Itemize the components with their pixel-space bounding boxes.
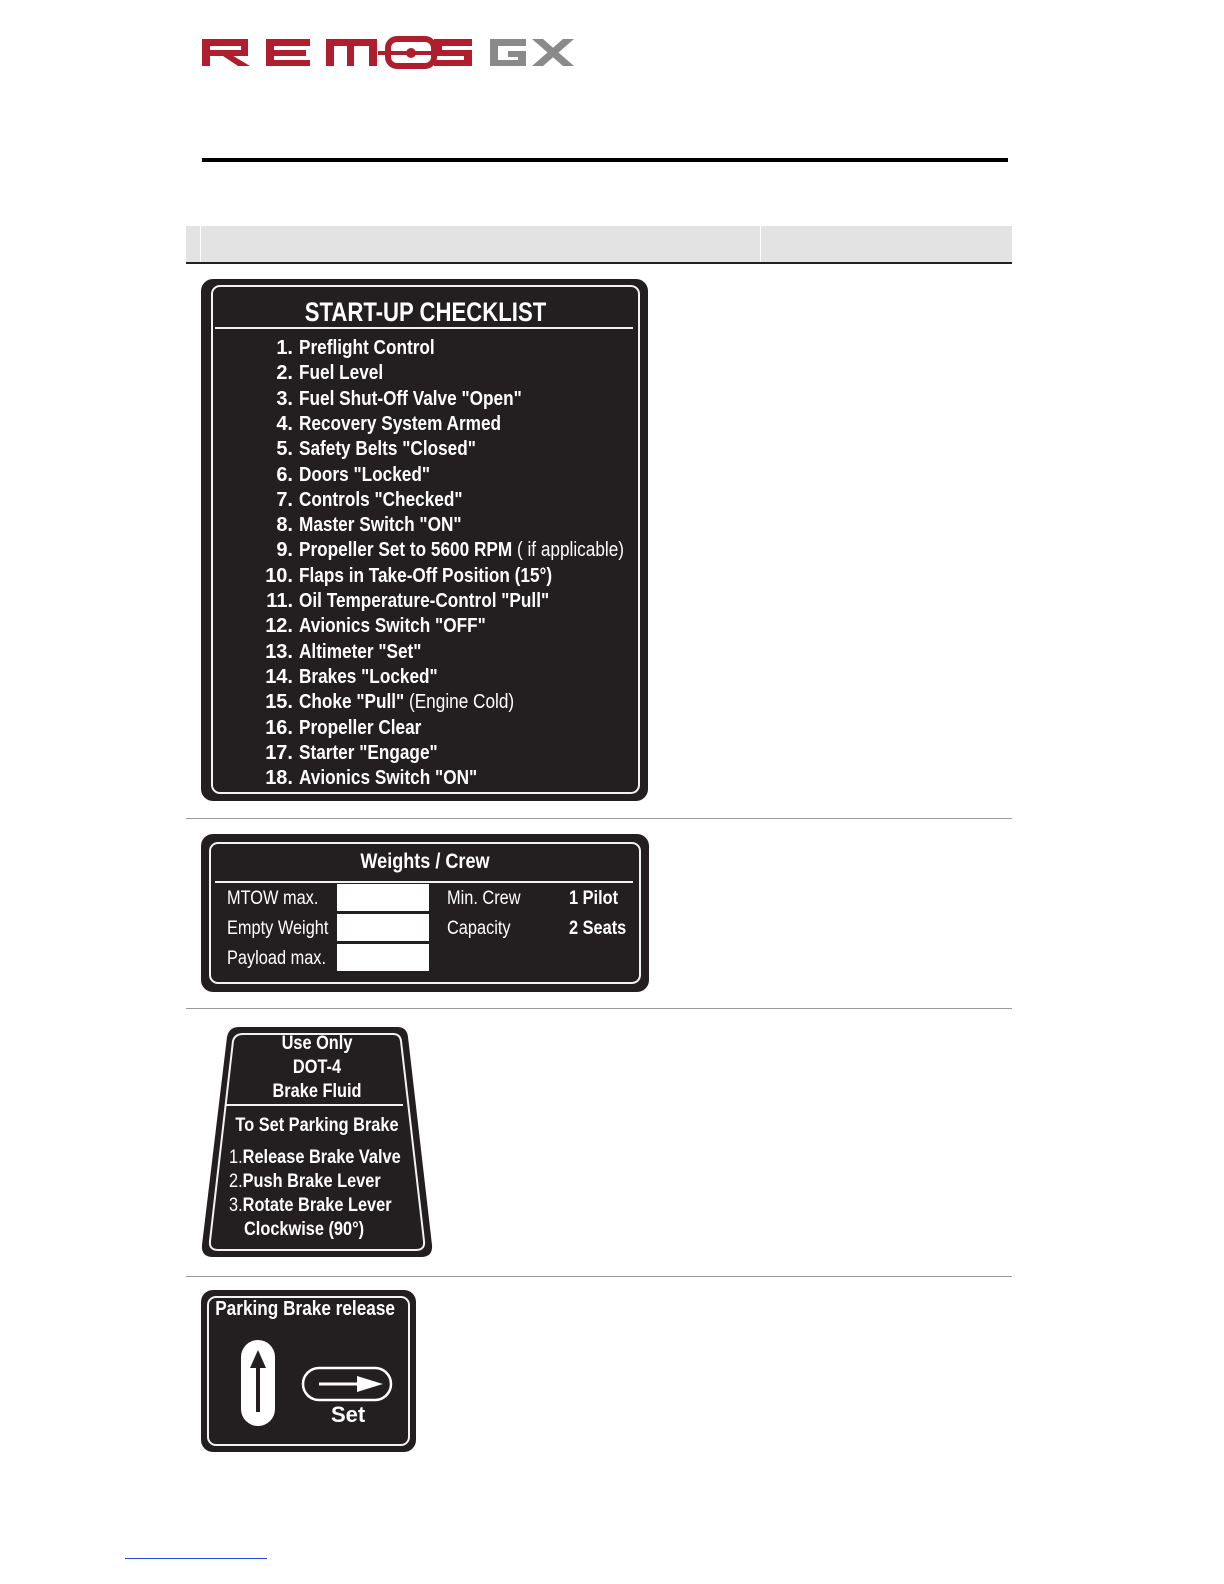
- checklist-divider: [215, 327, 633, 329]
- checklist-item-number: 4.: [276, 412, 293, 435]
- checklist-item-number: 12.: [265, 615, 293, 638]
- checklist-item-number: 5.: [276, 438, 293, 461]
- checklist-item-number: 6.: [276, 463, 293, 486]
- checklist-item-number: 1.: [276, 337, 293, 359]
- startup-checklist-placard: [201, 279, 648, 801]
- empty-weight-label: Empty Weight: [227, 918, 329, 939]
- table-header-band: [186, 226, 1012, 264]
- checklist-item-number: 14.: [265, 665, 293, 688]
- capacity-value: 2 Seats: [569, 918, 627, 939]
- checklist-item-label: Doors "Locked": [299, 463, 431, 486]
- checklist-item-label: Preflight Control: [299, 337, 435, 359]
- checklist-item-number: 15.: [265, 691, 293, 714]
- mtow-value-box: [337, 884, 429, 911]
- checklist-item-text: [299, 615, 486, 638]
- checklist-item-label: Controls "Checked": [299, 488, 463, 511]
- checklist-item-text: [299, 666, 438, 689]
- brake-fluid-placard: [201, 1025, 433, 1259]
- footer-link-underline: [125, 1558, 267, 1559]
- checklist-item-text: [299, 489, 462, 512]
- brake-line-use-only: Use Only: [281, 1033, 353, 1054]
- brake-step-3-cont: Clockwise (90°): [244, 1219, 365, 1240]
- arrow-right-icon: [301, 1366, 395, 1404]
- checklist-item-label: Safety Belts "Closed": [299, 438, 476, 461]
- brake-step-2: 2.Push Brake Lever: [229, 1171, 381, 1192]
- checklist-item-text: [299, 413, 501, 436]
- brake-line-dot4: DOT-4: [292, 1057, 342, 1078]
- checklist-item-note: (Engine Cold): [404, 691, 515, 714]
- checklist-item-text: [299, 565, 552, 588]
- checklist-item-text: [299, 388, 522, 411]
- checklist-title: START-UP CHECKLIST: [304, 297, 547, 327]
- brake-step-1: 1.Release Brake Valve: [229, 1147, 401, 1168]
- payload-label: Payload max.: [227, 948, 327, 969]
- row-separator: [186, 1008, 1012, 1009]
- checklist-item-number: 18.: [265, 767, 293, 790]
- checklist-item-text: [299, 539, 624, 562]
- checklist-item-text: [299, 641, 421, 664]
- checklist-item-label: Recovery System Armed: [299, 412, 502, 435]
- checklist-item-label: Flaps in Take-Off Position (15°): [299, 564, 553, 587]
- checklist-item-number: 2.: [276, 362, 293, 385]
- placard-border: [211, 285, 640, 794]
- checklist-item-number: 13.: [265, 640, 293, 663]
- brake-line-fluid: Brake Fluid: [272, 1081, 362, 1102]
- checklist-item-note: ( if applicable): [512, 539, 625, 562]
- checklist-item-text: [299, 464, 430, 487]
- weights-crew-placard: [201, 834, 649, 992]
- arrow-up-icon: [239, 1338, 279, 1430]
- min-crew-value: 1 Pilot: [569, 888, 619, 909]
- parking-brake-placard: [201, 1290, 416, 1452]
- header-rule: [202, 158, 1008, 162]
- parking-title: Parking Brake release: [215, 1298, 395, 1320]
- checklist-item-label: Avionics Switch "OFF": [299, 615, 486, 638]
- weights-title: Weights / Crew: [360, 850, 490, 873]
- brake-subtitle: To Set Parking Brake: [235, 1115, 399, 1136]
- weights-divider: [215, 881, 633, 883]
- checklist-item-label: Brakes "Locked": [299, 665, 438, 688]
- set-label: Set: [331, 1402, 366, 1427]
- header-divider: [760, 226, 761, 262]
- checklist-item-number: 10.: [265, 564, 293, 587]
- checklist-item-label: Choke "Pull": [299, 691, 405, 714]
- checklist-item-label: Avionics Switch "ON": [299, 767, 478, 790]
- checklist-item-text: [299, 514, 462, 537]
- header-divider-left: [200, 226, 201, 262]
- row-separator: [186, 1276, 1012, 1277]
- checklist-item-label: Oil Temperature-Control "Pull": [299, 590, 550, 612]
- mtow-label: MTOW max.: [227, 888, 319, 909]
- checklist-item-text: [299, 590, 549, 613]
- checklist-item-label: Fuel Shut-Off Valve "Open": [299, 387, 522, 410]
- payload-value-box: [337, 944, 429, 971]
- checklist-item-number: 8.: [276, 514, 293, 537]
- placard-border: [209, 842, 641, 984]
- min-crew-label: Min. Crew: [447, 888, 521, 909]
- checklist-item-label: Starter "Engage": [299, 741, 438, 764]
- checklist-item-text: [299, 691, 514, 714]
- checklist-item-label: Altimeter "Set": [299, 640, 422, 663]
- checklist-item-number: 9.: [276, 539, 293, 562]
- checklist-item-text: [299, 767, 477, 790]
- brake-step-3: 3.Rotate Brake Lever: [229, 1195, 392, 1216]
- checklist-item-number: 17.: [265, 741, 293, 764]
- checklist-item-number: 3.: [276, 387, 293, 410]
- checklist-item-label: Master Switch "ON": [299, 514, 462, 537]
- checklist-item-label: Fuel Level: [299, 362, 384, 385]
- empty-weight-value-box: [337, 914, 429, 941]
- row-separator: [186, 818, 1012, 819]
- checklist-item-text: [299, 362, 383, 385]
- checklist-item-number: 7.: [276, 488, 293, 511]
- checklist-item-label: Propeller Clear: [299, 716, 422, 739]
- checklist-item-text: [299, 717, 421, 740]
- remos-gx-logo: [202, 34, 582, 74]
- capacity-label: Capacity: [447, 918, 511, 939]
- checklist-item-text: [299, 438, 476, 461]
- checklist-item-number: 16.: [265, 716, 293, 739]
- checklist-item-number: 11.: [266, 590, 293, 612]
- checklist-item-label: Propeller Set to 5600 RPM: [299, 539, 513, 562]
- checklist-item-text: [299, 742, 438, 765]
- checklist-item-text: [299, 337, 435, 360]
